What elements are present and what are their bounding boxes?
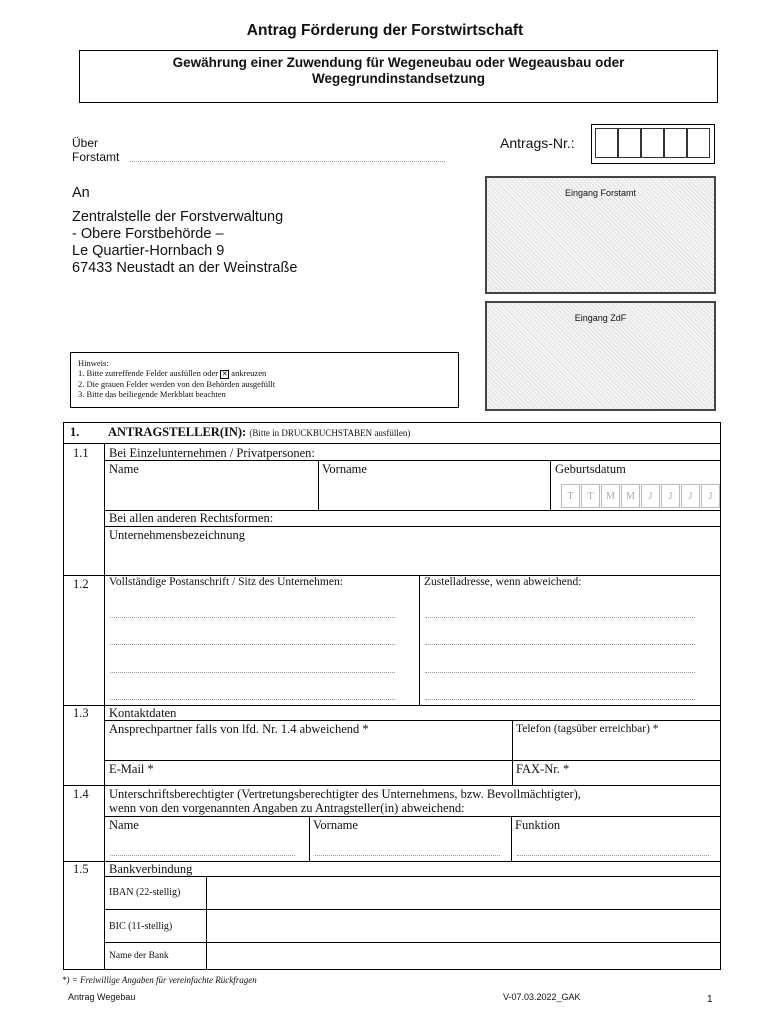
birthdate-month-cell[interactable]: M <box>601 484 620 508</box>
s1-1-heading: Bei Einzelunternehmen / Privatpersonen: <box>109 446 315 460</box>
form-title: Antrag Förderung der Forstwirtschaft <box>246 22 524 39</box>
contact-person-input[interactable] <box>105 737 511 759</box>
s1-4-line1: Unterschriftsberechtigter (Vertretungsberechtigter des Unternehmens, bzw. Bevollmächtigter), <box>109 787 581 801</box>
iban-input[interactable] <box>207 877 719 909</box>
recipient-line: 67433 Neustadt an der Weinstraße <box>72 260 298 276</box>
number-column-divider <box>104 443 105 970</box>
footnote: *) = Freiwillige Angaben für vereinfachte Rückfragen <box>62 975 257 985</box>
s1-1-other-forms: Bei allen anderen Rechtsformen: <box>109 511 274 525</box>
row-divider <box>104 816 721 817</box>
antrags-nr-cell <box>595 128 618 158</box>
hinweis-box <box>70 352 459 408</box>
row-divider <box>104 460 721 461</box>
s1-1-name-input[interactable] <box>105 476 317 509</box>
signatory-funktion-input[interactable] <box>517 855 709 856</box>
forstamt-field[interactable] <box>130 161 445 162</box>
sender-block <box>72 136 119 164</box>
s1-4-name-label: Name <box>109 818 139 832</box>
antrags-nr-cell <box>687 128 710 158</box>
delivery-address-line-input[interactable] <box>425 699 695 700</box>
antrags-nr-box[interactable] <box>591 124 715 164</box>
cell-divider <box>511 816 512 861</box>
cell-divider <box>550 460 551 510</box>
s1-3-email-label: E-Mail * <box>109 762 154 776</box>
section1-number: 1. <box>70 425 80 439</box>
row-divider <box>104 526 721 527</box>
section1-heading <box>108 425 410 440</box>
stamp-zdf-label: Eingang ZdF <box>574 313 627 323</box>
recipient-line: - Obere Forstbehörde – <box>72 226 224 242</box>
stamp-forstamt-label: Eingang Forstamt <box>564 188 637 198</box>
birthdate-month-cell[interactable]: M <box>621 484 640 508</box>
s1-5-bank-label: Name der Bank <box>109 951 169 961</box>
section1-note: (Bitte in DRUCKBUCHSTABEN ausfüllen) <box>249 428 411 438</box>
delivery-address-line-input[interactable] <box>425 644 695 645</box>
recipient-address <box>72 209 297 277</box>
signatory-vorname-input[interactable] <box>315 855 500 856</box>
signatory-name-input[interactable] <box>110 855 295 856</box>
cell-divider <box>419 575 420 705</box>
footer-left: Antrag Wegebau <box>68 992 136 1002</box>
address-line-input[interactable] <box>110 644 395 645</box>
s1-1-vorname-label: Vorname <box>322 462 367 476</box>
s1-3-fax-label: FAX-Nr. * <box>516 762 570 776</box>
stamp-eingang-zdf <box>485 301 716 411</box>
s1-1-vorname-input[interactable] <box>319 476 549 509</box>
s1-1-company-label: Unternehmensbezeichnung <box>109 528 246 542</box>
s1-2-number: 1.2 <box>73 577 89 591</box>
row-divider <box>63 785 721 786</box>
s1-4-vorname-label: Vorname <box>313 818 358 832</box>
birthdate-year-cell[interactable]: J <box>681 484 700 508</box>
s1-1-name-label: Name <box>109 462 139 476</box>
delivery-address-line-input[interactable] <box>425 617 695 618</box>
row-divider <box>63 443 721 444</box>
s1-3-heading: Kontaktdaten <box>109 706 177 720</box>
birthdate-year-cell[interactable]: J <box>641 484 660 508</box>
s1-4-description <box>109 787 581 815</box>
hinweis-line1 <box>78 368 458 379</box>
antrags-nr-cell <box>618 128 641 158</box>
address-line-input[interactable] <box>110 699 395 700</box>
s1-5-iban-label: IBAN (22-stellig) <box>109 887 181 898</box>
form-subtitle-box <box>79 50 718 103</box>
s1-3-phone-label: Telefon (tagsüber erreichbar) * <box>516 723 659 735</box>
sender-line1: Über <box>72 136 99 150</box>
recipient-line: Le Quartier-Hornbach 9 <box>72 243 225 259</box>
s1-5-number: 1.5 <box>73 862 89 876</box>
form-subtitle-line1: Gewährung einer Zuwendung für Wegeneubau oder Wegeausbau oder <box>172 55 625 70</box>
birthdate-year-cell[interactable]: J <box>661 484 680 508</box>
recipient-line: Zentralstelle der Forstverwaltung <box>72 209 284 225</box>
email-input[interactable] <box>105 776 511 785</box>
delivery-address-line-input[interactable] <box>425 672 695 673</box>
row-divider <box>104 720 721 721</box>
s1-2-left-label: Vollständige Postanschrift / Sitz des Unternehmen: <box>109 576 343 588</box>
birthdate-day-cell[interactable]: T <box>581 484 600 508</box>
hinweis-line2: 2. Die grauen Felder werden von den Behörden ausgefüllt <box>78 378 276 389</box>
s1-2-right-label: Zustelladresse, wenn abweichend: <box>424 576 582 588</box>
hinweis-title: Hinweis: <box>78 358 109 368</box>
s1-1-number: 1.1 <box>73 446 89 460</box>
hinweis-line3: 3. Bitte das beiliegende Merkblatt beachten <box>78 388 226 399</box>
hinweis-line1-a: 1. Bitte zutreffende Felder ausfüllen oder <box>78 368 219 378</box>
cell-divider <box>309 816 310 861</box>
s1-4-line2: wenn von den vorgenannten Angaben zu Antragsteller(in) abweichend: <box>109 801 465 815</box>
footer-version: V-07.03.2022_GAK <box>503 992 581 1002</box>
bank-name-input[interactable] <box>207 943 719 969</box>
phone-input[interactable] <box>513 737 719 759</box>
row-divider <box>104 760 721 761</box>
hinweis-line1-b: ankreuzen <box>231 368 267 378</box>
s1-1-company-input[interactable] <box>105 544 719 574</box>
fax-input[interactable] <box>513 776 719 785</box>
s1-3-number: 1.3 <box>73 706 89 720</box>
sender-line2: Forstamt <box>72 150 120 164</box>
section1-title: ANTRAGSTELLER(IN): <box>108 425 247 439</box>
address-line-input[interactable] <box>110 672 395 673</box>
s1-1-geburtsdatum-label: Geburtsdatum <box>555 462 626 476</box>
birthdate-year-cell[interactable]: J <box>701 484 720 508</box>
recipient-an: An <box>72 185 90 201</box>
s1-3-contact-label: Ansprechpartner falls von lfd. Nr. 1.4 abweichend * <box>109 722 369 736</box>
birthdate-day-cell[interactable]: T <box>561 484 580 508</box>
page-number: 1 <box>707 994 713 1005</box>
antrags-nr-cell <box>641 128 664 158</box>
s1-5-heading: Bankverbindung <box>109 862 193 876</box>
s1-5-bic-label: BIC (11-stellig) <box>109 921 173 932</box>
bic-input[interactable] <box>207 910 719 942</box>
antrags-nr-cell <box>664 128 687 158</box>
address-line-input[interactable] <box>110 617 395 618</box>
s1-4-funktion-label: Funktion <box>515 818 561 832</box>
antrags-nr-label: Antrags-Nr.: <box>500 135 575 151</box>
s1-4-number: 1.4 <box>73 787 89 801</box>
checkbox-x-icon: ✕ <box>221 369 228 378</box>
stamp-eingang-forstamt <box>485 176 716 294</box>
form-subtitle-line2: Wegegrundinstandsetzung <box>311 71 485 86</box>
